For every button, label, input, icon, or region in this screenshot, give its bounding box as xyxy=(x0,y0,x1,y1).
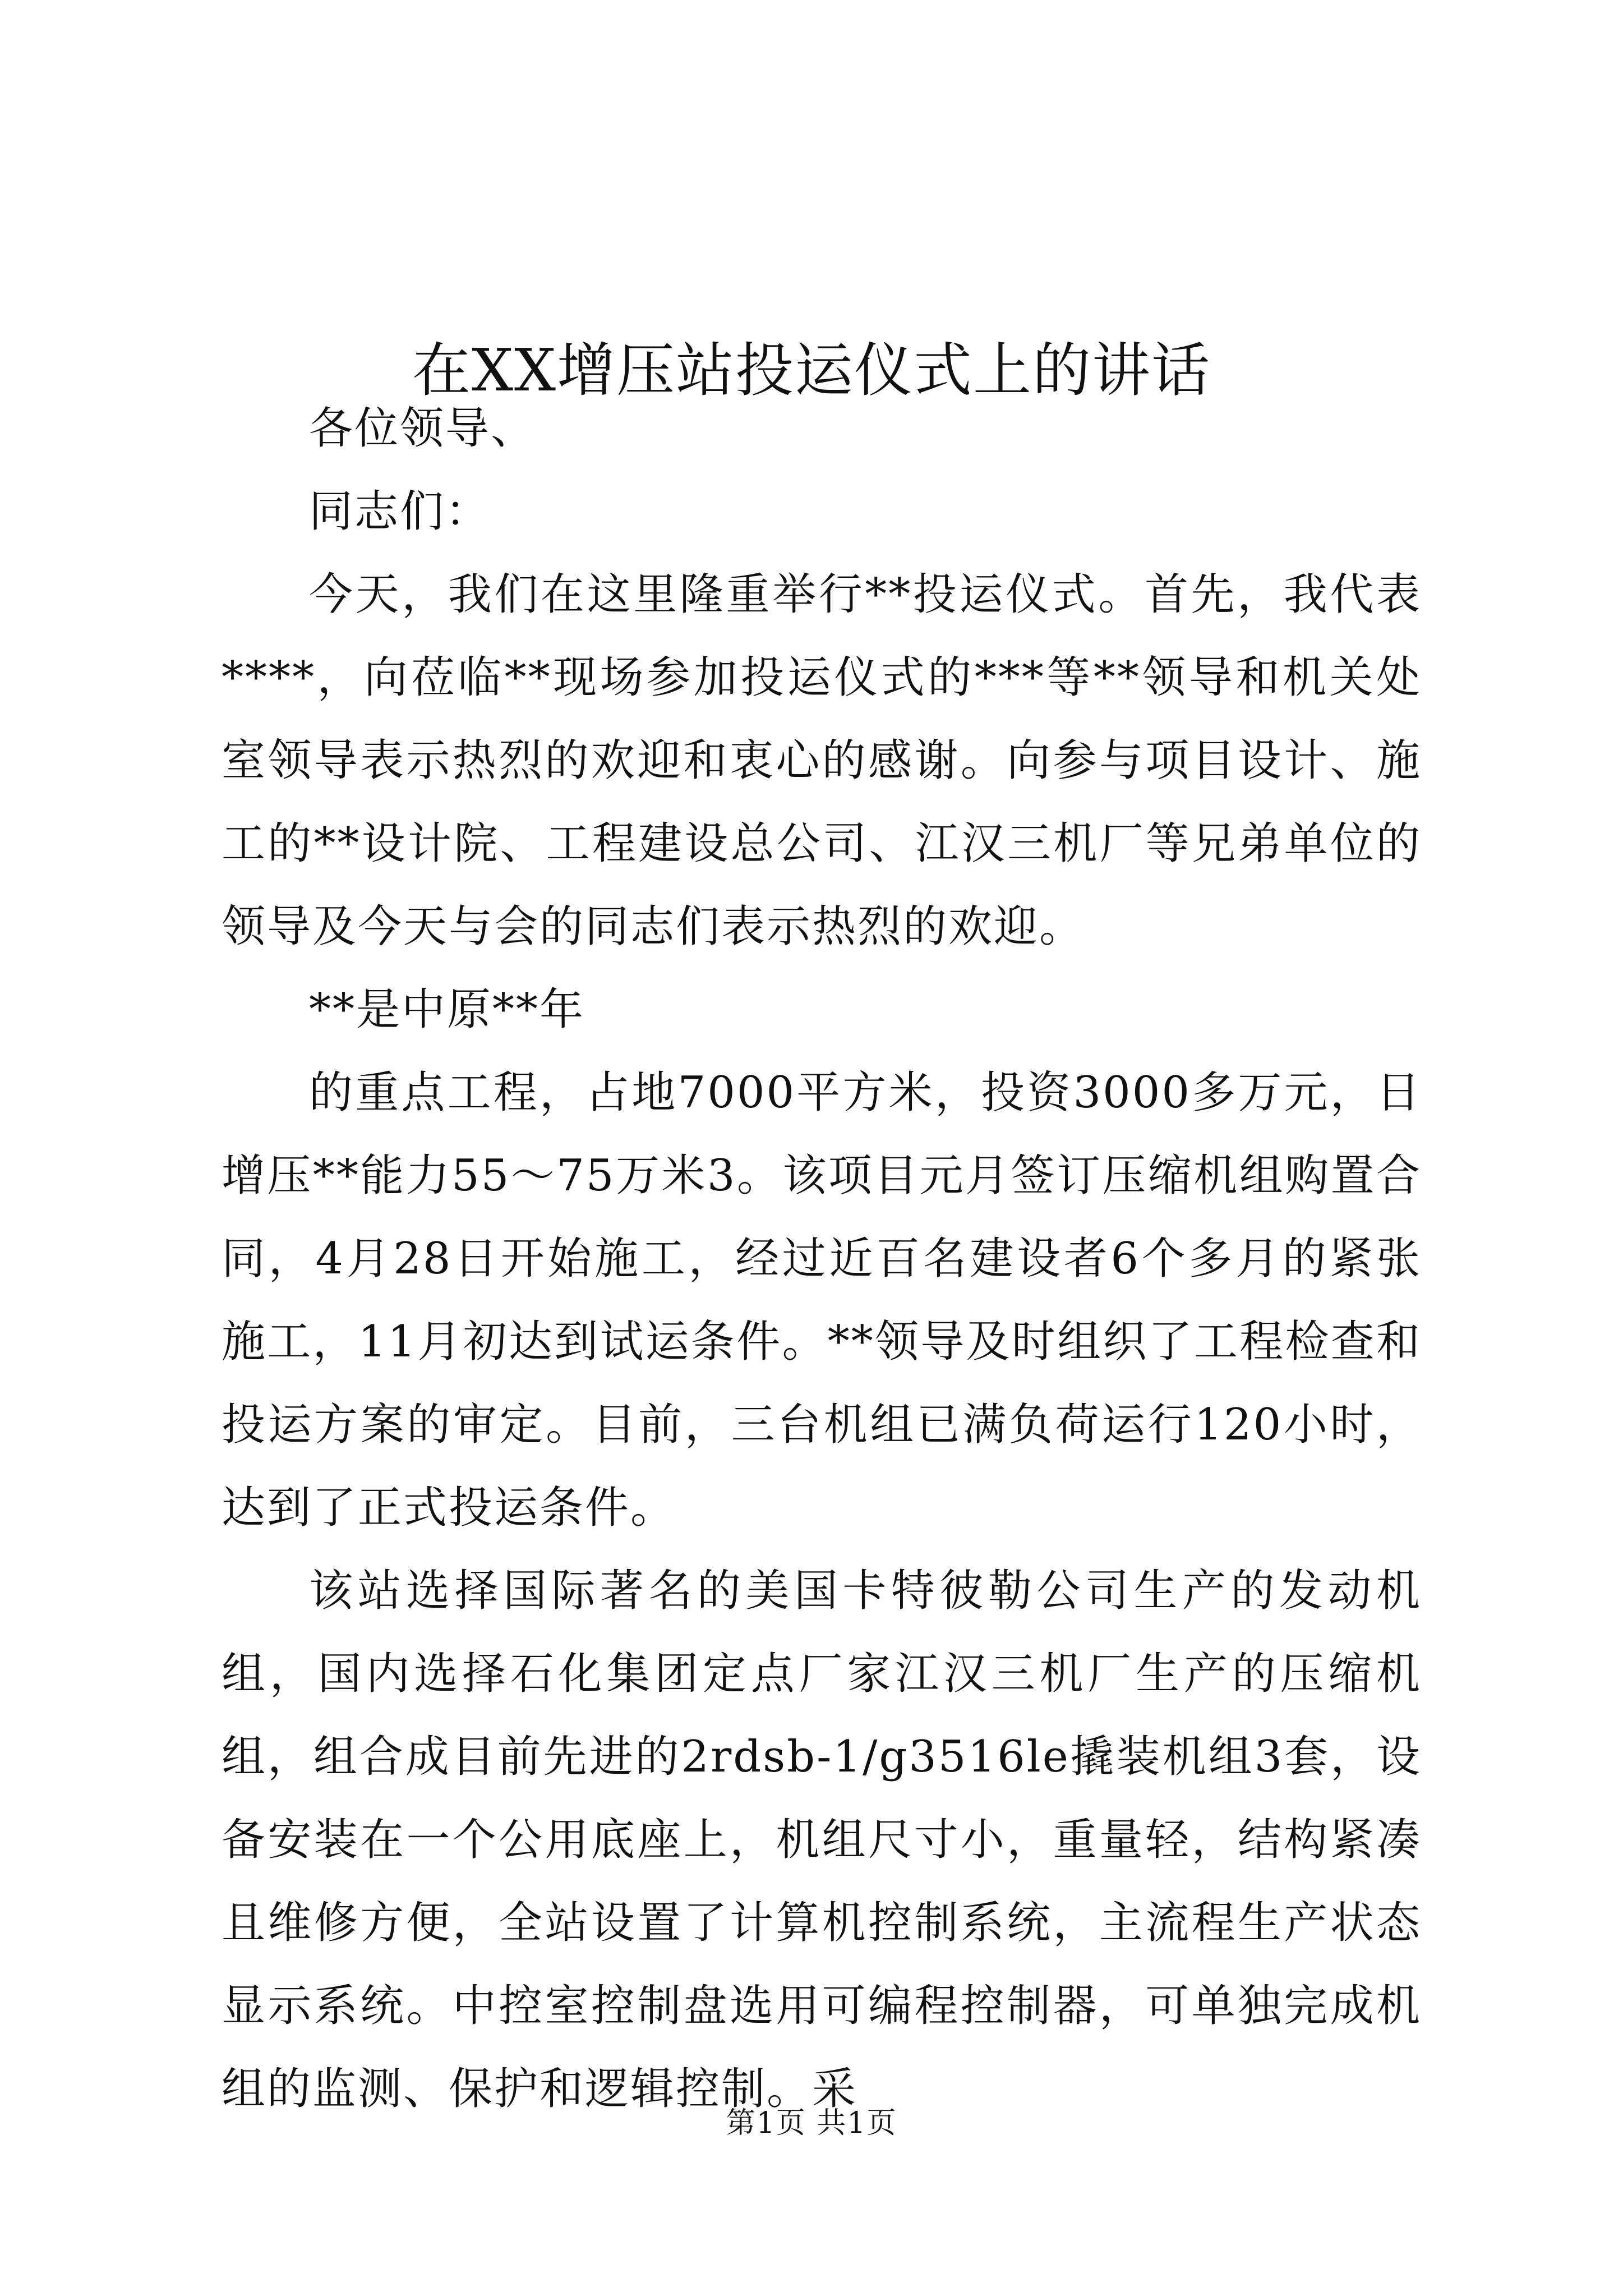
document-body xyxy=(222,387,1422,2131)
body-paragraph: **是中原**年 xyxy=(309,984,585,1035)
salutation-line-2: 同志们： xyxy=(309,486,491,537)
document-title: 在XX增压站投运仪式上的讲话 xyxy=(412,335,1211,404)
body-paragraph: 今天，我们在这里隆重举行**投运仪式。首先，我代表****，向莅临**现场参加投运仪式的***等**领导和机关处室领导表示热烈的欢迎和衷心的感谢。向参与项目设计、施工的**设计院、工程建设总公司、江汉三机厂等兄弟单位的领导及今天与会的同志们表示热烈的欢迎。 xyxy=(222,569,1422,952)
body-paragraph: 该站选择国际著名的美国卡特彼勒公司生产的发动机组，国内选择石化集团定点厂家江汉三机厂生产的压缩机组，组合成目前先进的2rdsb-1/g3516le撬装机组3套，设备安装在一个公用底座上，机组尺寸小，重量轻，结构紧凑且维修方便，全站设置了计算机控制系统，主流程生产状态显示系统。中控室控制盘选用可编程控制器，可单独完成机组的监测、保护和逻辑控制。采 xyxy=(222,1566,1422,2114)
page-footer: 第1页 共1页 xyxy=(726,2106,897,2140)
salutation-line-1: 各位领导、 xyxy=(309,403,537,454)
body-paragraph: 的重点工程，占地7000平方米，投资3000多万元，日增压**能力55～75万米3。该项目元月签订压缩机组购置合同，4月28日开始施工，经过近百名建设者6个多月的紧张施工，11月初达到试运条件。**领导及时组织了工程检查和投运方案的审定。目前，三台机组已满负荷运行120小时，达到了正式投运条件。 xyxy=(222,1068,1422,1533)
